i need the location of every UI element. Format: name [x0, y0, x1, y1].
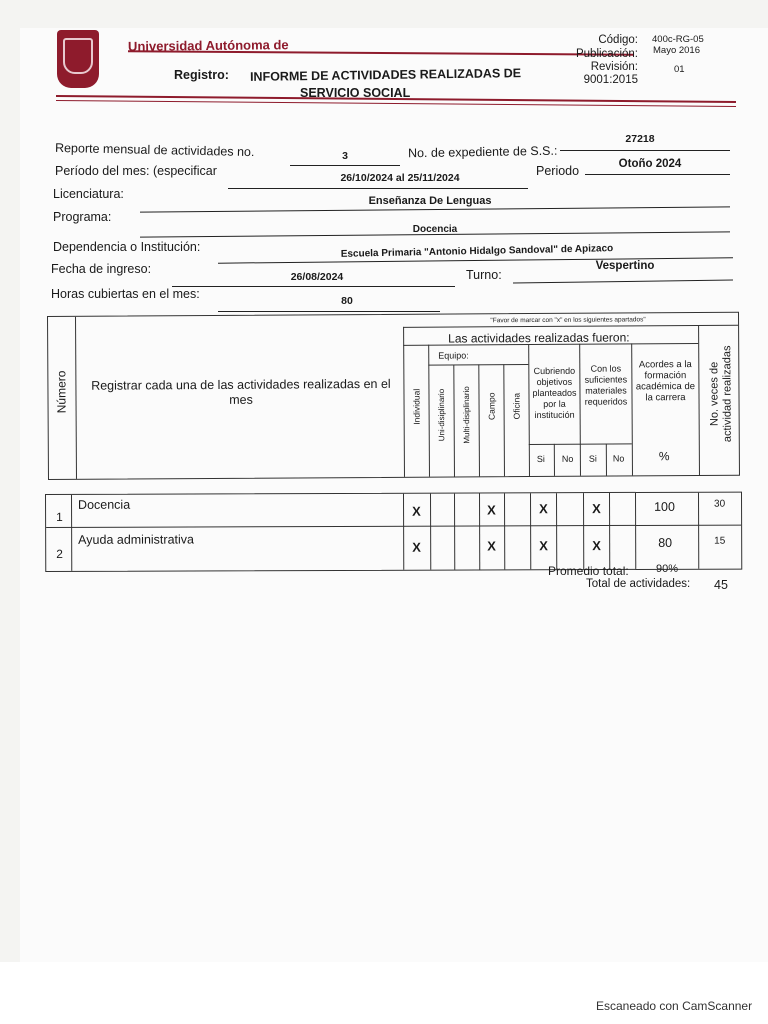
cubriendo-si: Si [536, 453, 545, 465]
horas-value: 80 [341, 295, 353, 307]
licenciatura-value: Enseñanza De Lenguas [368, 195, 492, 207]
fueron-header: Las actividades realizadas fueron: [448, 330, 630, 346]
reporte-label: Reporte mensual de actividades no. [54, 140, 255, 160]
col-unidisciplinario: Uni-disiplinario [436, 388, 447, 442]
acordes-header: Acordes a la formación académica de la carrera [635, 359, 696, 404]
promedio-label: Promedio total: [548, 564, 629, 578]
row-individual-mark: X [412, 539, 421, 555]
col-campo: Campo [486, 392, 497, 421]
numero-header: Número [54, 370, 69, 414]
periodo-value: Otoño 2024 [618, 158, 682, 170]
publicacion-value: Mayo 2016 [653, 45, 701, 56]
turno-value: Vespertino [595, 260, 655, 272]
activities-table-header [47, 312, 740, 480]
row-activity: Ayuda administrativa [78, 532, 194, 547]
programa-value: Docencia [412, 224, 458, 235]
programa-label: Programa: [53, 210, 112, 224]
cubriendo-header: Cubriendo objetivos planteados por la institución [532, 365, 577, 421]
report-title-line2: SERVICIO SOCIAL [300, 86, 411, 100]
scanner-watermark: Escaneado con CamScanner [596, 999, 753, 1013]
row-pct: 100 [654, 499, 675, 514]
scan-margin [0, 962, 768, 1024]
materiales-no: No [612, 453, 625, 464]
iso-label: 9001:2015 [583, 74, 638, 86]
expediente-value: 27218 [625, 133, 655, 145]
row-number: 2 [56, 546, 63, 561]
row-materiales-si-mark: X [592, 538, 601, 554]
total-value: 45 [714, 578, 728, 592]
row-veces: 15 [714, 535, 726, 547]
materiales-si: Si [588, 453, 597, 464]
favor-note: "Favor de marcar con "x" en los siguientes apartados" [490, 316, 646, 325]
licenciatura-label: Licenciatura: [53, 187, 124, 201]
horas-label: Horas cubiertas en el mes: [51, 287, 200, 301]
periodo-label: Periodo [536, 164, 580, 178]
periodo-mes-underline [228, 188, 528, 189]
revision-label: Revisión: [590, 61, 638, 73]
university-seal-logo [57, 30, 99, 88]
fecha-value: 26/08/2024 [290, 271, 344, 283]
row-cubriendo-si-mark: X [539, 501, 548, 517]
materiales-header: Con los suficientes materiales requeridos [584, 363, 628, 407]
codigo-label: Código: [598, 34, 638, 46]
row-materiales-si-mark: X [592, 501, 601, 517]
col-oficina: Oficina [511, 392, 522, 420]
row-individual-mark: X [412, 503, 421, 519]
row-number: 1 [56, 509, 63, 524]
col-individual: Individual [411, 388, 422, 425]
table-row [46, 493, 741, 524]
periodo-mes-value: 26/10/2024 al 25/11/2024 [340, 172, 460, 184]
row-pct: 80 [658, 535, 673, 550]
row-cubriendo-si-mark: X [539, 538, 548, 554]
expediente-underline [560, 150, 730, 151]
horas-underline [218, 311, 440, 312]
dependencia-label: Dependencia o Institución: [53, 240, 201, 254]
fecha-label: Fecha de ingreso: [51, 262, 152, 276]
row-campo-mark: X [487, 502, 496, 518]
publicacion-label: Publicación: [575, 48, 638, 60]
reporte-value: 3 [342, 150, 348, 162]
row-veces: 30 [714, 498, 726, 510]
activities-table-body [45, 492, 742, 572]
registrar-header: Registrar cada una de las actividades realizadas en el mes [91, 376, 391, 407]
promedio-value: 90% [656, 563, 679, 575]
total-label: Total de actividades: [586, 578, 691, 590]
report-title-line1: INFORME DE ACTIVIDADES REALIZADAS DE [249, 66, 522, 84]
row-activity: Docencia [78, 497, 131, 512]
fecha-underline [172, 286, 455, 287]
revision-value: 01 [674, 64, 685, 75]
university-name: Universidad Autónoma de [127, 37, 289, 54]
row-campo-mark: X [487, 538, 496, 554]
dependencia-value: Escuela Primaria "Antonio Hidalgo Sandoval" de Apizaco [340, 243, 614, 260]
turno-label: Turno: [466, 268, 502, 282]
periodo-underline [585, 174, 730, 175]
periodo-mes-label: Período del mes: (especificar [55, 164, 217, 178]
equipo-header: Equipo: [438, 350, 469, 361]
pct-header: % [658, 449, 670, 464]
reporte-underline [290, 165, 400, 166]
veces-header: No. veces de actividad realizadas [708, 345, 734, 443]
col-multidisciplinario: Multi-disiplinario [461, 386, 472, 444]
cubriendo-no: No [561, 453, 574, 464]
codigo-value: 400c-RG-05 [652, 34, 704, 45]
registro-label: Registro: [174, 68, 229, 82]
expediente-label: No. de expediente de S.S.: [407, 143, 558, 161]
